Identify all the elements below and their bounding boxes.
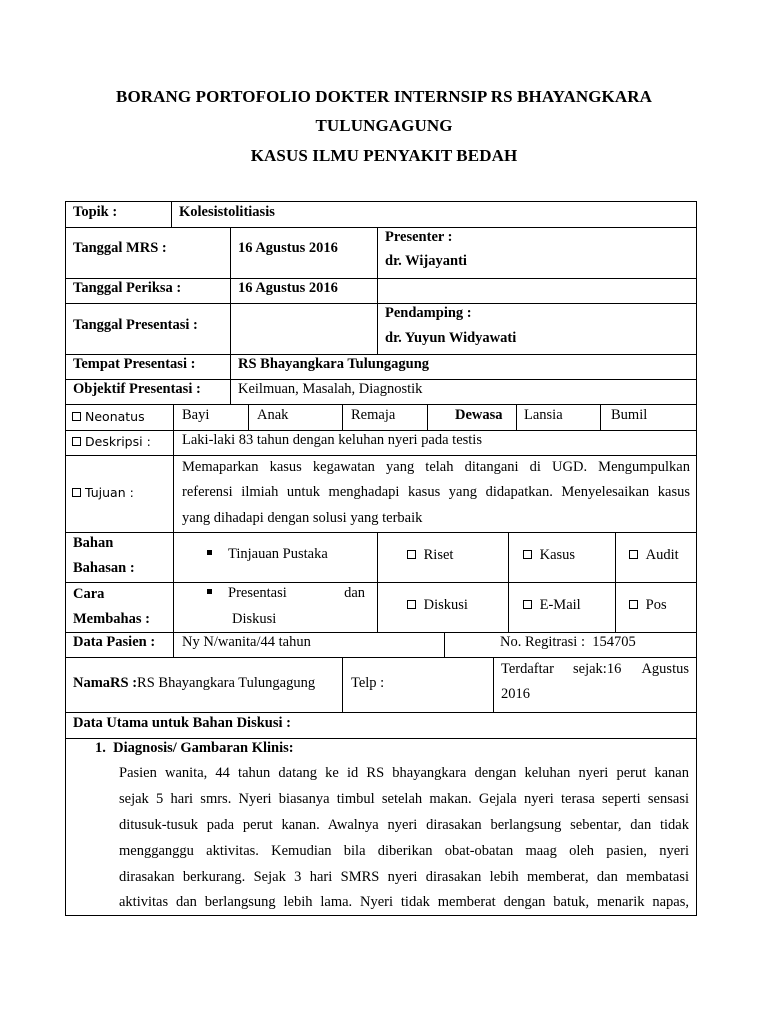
diagnosis-line-2: sejak 5 hari smrs. Nyeri biasanya timbul setelah makan. Gejala nyeri terasa seperti sensasi <box>119 791 689 807</box>
audit-checkbox[interactable] <box>629 550 638 559</box>
row-tanggal-presentasi <box>66 304 696 355</box>
pendamping-value: dr. Yuyun Widyawati <box>385 330 517 346</box>
cara-option-presentasi: Presentasi <box>228 585 287 601</box>
tujuan-line-1: Memaparkan kasus kegawatan yang telah ditangani di UGD. Mengumpulkan <box>182 459 690 475</box>
tujuan-line-3: yang dihadapi dengan solusi yang terbaik <box>182 510 423 526</box>
row-data-pasien <box>66 633 696 658</box>
deskripsi-checkbox[interactable] <box>72 437 81 446</box>
row-objektif-presentasi <box>66 380 696 405</box>
neonatus-label: Neonatus <box>85 409 145 424</box>
kategori-option-lansia: Lansia <box>524 407 563 423</box>
tanggal-mrs-label: Tanggal MRS : <box>73 240 167 256</box>
diskusi-checkbox[interactable] <box>407 600 416 609</box>
tempat-presentasi-value: RS Bhayangkara Tulungagung <box>238 356 430 372</box>
diagnosis-line-3: ditusuk-tusuk pada perut kanan. Awalnya nyeri dirasakan berlangsung sebentar, dan tidak <box>119 817 689 833</box>
row-topik <box>66 202 696 228</box>
pos-checkbox[interactable] <box>629 600 638 609</box>
deskripsi-label: Deskripsi : <box>85 434 151 449</box>
kategori-option-dewasa-selected: Dewasa <box>455 407 503 423</box>
portfolio-form-table <box>65 201 697 916</box>
row-tujuan <box>66 456 696 533</box>
cara-option-pos: Pos <box>645 597 667 613</box>
topik-value: Kolesistolitiasis <box>179 204 275 220</box>
topik-label: Topik : <box>73 204 118 220</box>
terdaftar-month: Agustus <box>641 661 689 677</box>
kasus-checkbox[interactable] <box>523 550 532 559</box>
no-registrasi-label: No. Regitrasi : <box>500 634 585 650</box>
page-subtitle: KASUS ILMU PENYAKIT BEDAH <box>250 146 518 165</box>
row-tanggal-periksa <box>66 279 696 304</box>
no-registrasi-value: 154705 <box>592 634 636 650</box>
tanggal-periksa-value: 16 Agustus 2016 <box>238 280 338 296</box>
row-cara-membahas <box>66 583 696 633</box>
bahan-option-riset: Riset <box>423 547 454 563</box>
diagnosis-line-6: aktivitas dan berlangsung lebih lama. Nyeri tidak memberat dengan batuk, menarik napas, <box>119 894 689 910</box>
cara-option-dan: dan <box>344 585 365 601</box>
kategori-option-remaja: Remaja <box>351 407 396 423</box>
bahan-option-tinjauan-pustaka: Tinjauan Pustaka <box>228 546 328 562</box>
presenter-value: dr. Wijayanti <box>385 253 467 269</box>
deskripsi-value: Laki-laki 83 tahun dengan keluhan nyeri pada testis <box>182 432 482 448</box>
cara-membahas-label-1: Cara <box>73 586 105 602</box>
objektif-presentasi-value: Keilmuan, Masalah, Diagnostik <box>238 381 423 397</box>
cara-option-diskusi: Diskusi <box>423 597 468 613</box>
presenter-label: Presenter : <box>385 229 453 245</box>
diagnosis-line-4: mengganggu aktivitas. Kemudian bila diberikan obat-obatan maag oleh pasien, nyeri <box>119 843 689 859</box>
row-bahan-bahasan <box>66 533 696 583</box>
tanggal-periksa-label: Tanggal Periksa : <box>73 280 182 296</box>
nama-rs-value: RS Bhayangkara Tulungagung <box>137 675 316 691</box>
kategori-option-bumil: Bumil <box>611 407 648 423</box>
terdaftar-sejak: sejak:16 <box>573 661 622 677</box>
data-pasien-label: Data Pasien : <box>73 634 156 650</box>
bahan-option-audit: Audit <box>645 547 679 563</box>
bullet-icon <box>207 589 212 594</box>
nama-rs-label: NamaRS : <box>73 675 138 691</box>
tanggal-mrs-value: 16 Agustus 2016 <box>238 240 338 256</box>
pendamping-label: Pendamping : <box>385 305 472 321</box>
cara-option-diskusi-continued: Diskusi <box>232 611 277 627</box>
tujuan-line-2: referensi ilmiah untuk menghadapi kasus yang didapatkan. Menyelesaikan kasus <box>182 484 690 500</box>
tujuan-label: Tujuan : <box>85 485 134 500</box>
objektif-presentasi-label: Objektif Presentasi : <box>73 381 201 397</box>
kategori-option-bayi: Bayi <box>182 407 210 423</box>
page-title-line-1: BORANG PORTOFOLIO DOKTER INTERNSIP RS BHAYANGKARA <box>116 87 652 106</box>
terdaftar-year: 2016 <box>501 686 530 702</box>
cara-membahas-label-2: Membahas : <box>73 611 150 627</box>
bahan-bahasan-label-1: Bahan <box>73 535 114 551</box>
page-title-line-2: TULUNGAGUNG <box>315 116 453 135</box>
data-utama-label: Data Utama untuk Bahan Diskusi : <box>73 715 291 731</box>
bahan-option-kasus: Kasus <box>539 547 576 563</box>
email-checkbox[interactable] <box>523 600 532 609</box>
tempat-presentasi-label: Tempat Presentasi : <box>73 356 196 372</box>
neonatus-checkbox[interactable] <box>72 412 81 421</box>
kategori-option-anak: Anak <box>257 407 289 423</box>
terdaftar-label: Terdaftar <box>501 661 554 677</box>
bullet-icon <box>207 550 212 555</box>
row-deskripsi <box>66 431 696 456</box>
diagnosis-line-1: Pasien wanita, 44 tahun datang ke id RS bhayangkara dengan keluhan nyeri perut kanan <box>119 765 689 781</box>
tujuan-checkbox[interactable] <box>72 488 81 497</box>
riset-checkbox[interactable] <box>407 550 416 559</box>
diagnosis-line-5: dirasakan berkurang. Sejak 3 hari SMRS nyeri dirasakan lebih memberat, dan membatasi <box>119 869 689 885</box>
data-pasien-value: Ny N/wanita/44 tahun <box>182 634 311 650</box>
row-nama-rs <box>66 658 696 713</box>
row-tanggal-mrs <box>66 228 696 279</box>
cara-option-email: E-Mail <box>539 597 581 613</box>
diagnosis-heading: 1. Diagnosis/ Gambaran Klinis: <box>95 740 294 756</box>
bahan-bahasan-label-2: Bahasan : <box>73 560 135 576</box>
row-diagnosis <box>66 739 696 917</box>
tanggal-presentasi-label: Tanggal Presentasi : <box>73 317 198 333</box>
telp-label: Telp : <box>351 675 385 691</box>
